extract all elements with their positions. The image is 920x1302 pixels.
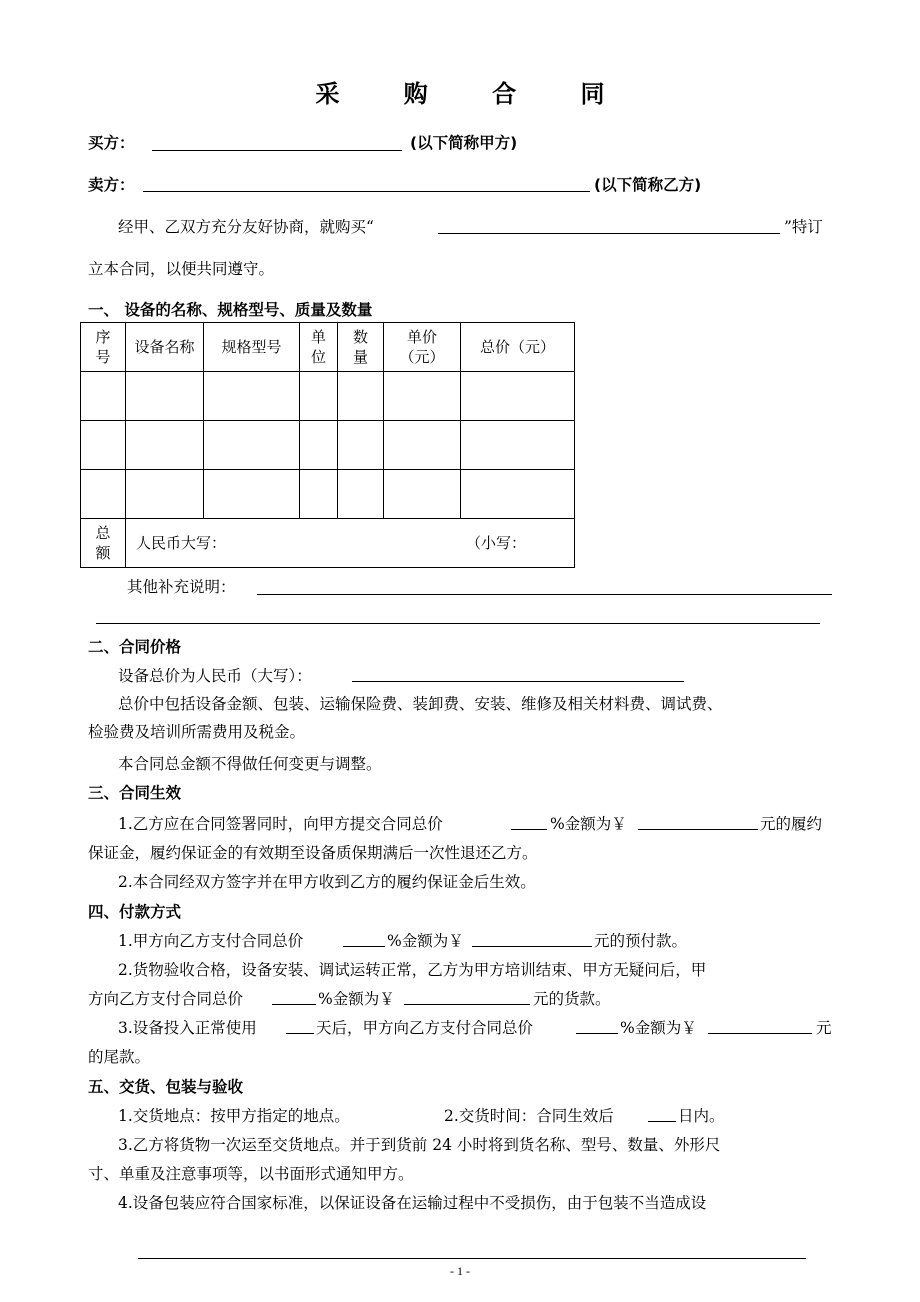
section-2-heading: 二、合同价格 [88, 638, 182, 656]
s5-line-2a: 3.乙方将货物一次运至交货地点。并于到货前 24 小时将到货名称、型号、数量、外形尺 [118, 1136, 721, 1154]
intro-text-2: ”特订 [784, 218, 823, 236]
table-row [81, 372, 575, 421]
rmb-lower-label: （小写： [466, 534, 527, 552]
section-1-heading: 一、 设备的名称、规格型号、质量及数量 [88, 301, 373, 319]
notes-blank-1[interactable] [257, 594, 832, 595]
notes-blank-2[interactable] [96, 623, 820, 624]
buyer-label: 买方： [88, 134, 135, 152]
col-spec: 规格型号 [204, 323, 300, 372]
s4-advance-amount-blank[interactable] [472, 946, 592, 947]
s4-final-percent-blank[interactable] [576, 1033, 618, 1034]
s4-line-3e: 的尾款。 [88, 1048, 151, 1066]
table-row [81, 470, 575, 519]
s2-line-1: 设备总价为人民币（大写）： [118, 667, 312, 685]
s5-line-3: 4.设备包装应符合国家标准，以保证设备在运输过程中不受损伤，由于包装不当造成设 [118, 1194, 707, 1212]
intro-text-3: 立本合同，以便共同遵守。 [88, 260, 275, 278]
col-seq: 序号 [81, 323, 126, 372]
table-row [81, 421, 575, 470]
s4-line-2a: 2.货物验收合格，设备安装、调试运转正常，乙方为甲方培训结束、甲方无疑问后，甲 [118, 961, 707, 979]
s4-line-2b: 方向乙方支付合同总价 [88, 990, 244, 1008]
s4-line-1a: 1.甲方向乙方支付合同总价 [118, 932, 304, 950]
s4-line-3d: 元 [816, 1019, 832, 1037]
col-price: 单价（元） [384, 323, 461, 372]
section-5-heading: 五、交货、包装与验收 [88, 1078, 244, 1096]
s3-amount-blank[interactable] [638, 829, 758, 830]
col-total: 总价（元） [461, 323, 575, 372]
s2-line-3: 本合同总金额不得做任何变更与调整。 [118, 755, 382, 773]
s4-line-3b: 天后，甲方向乙方支付合同总价 [316, 1019, 534, 1037]
rmb-upper-label: 人民币大写： [136, 534, 227, 552]
s5-line-1b: 2.交货时间：合同生效后 [444, 1107, 614, 1125]
s3-line-2: 2.本合同经双方签字并在甲方收到乙方的履约保证金后生效。 [118, 873, 536, 891]
seller-blank[interactable] [143, 191, 590, 192]
seller-label: 卖方： [88, 176, 135, 194]
buyer-blank[interactable] [152, 150, 402, 151]
section-4-heading: 四、付款方式 [88, 903, 182, 921]
s5-line-1c: 日内。 [678, 1107, 725, 1125]
s5-line-2b: 寸、单重及注意事项等，以书面形式通知甲方。 [88, 1165, 414, 1183]
total-price-blank[interactable] [352, 681, 684, 682]
s4-line-1c: 元的预付款。 [594, 932, 688, 950]
section-3-heading: 三、合同生效 [88, 784, 182, 802]
buyer-suffix: (以下简称甲方) [410, 134, 518, 152]
page-title: 采 购 合 同 [315, 80, 633, 108]
total-label: 总额 [81, 519, 126, 568]
equipment-table [80, 322, 575, 568]
s4-days-blank[interactable] [286, 1033, 314, 1034]
s2-line-2a: 总价中包括设备金额、包装、运输保险费、装卸费、安装、维修及相关材料费、调试费、 [118, 695, 723, 713]
s5-days-blank[interactable] [648, 1121, 676, 1122]
total-row [81, 519, 575, 568]
s2-line-2b: 检验费及培训所需费用及税金。 [88, 723, 306, 741]
other-notes-label: 其他补充说明： [127, 578, 236, 596]
product-blank[interactable] [438, 233, 780, 234]
s4-line-2d: 元的货款。 [533, 990, 611, 1008]
s4-line-1b: %金额为￥ [387, 932, 464, 950]
s3-line-1b: %金额为￥ [550, 815, 627, 833]
s4-line-3a: 3.设备投入正常使用 [118, 1019, 257, 1037]
page-number: - 1 - [450, 1264, 470, 1278]
s3-line-1d: 保证金，履约保证金的有效期至设备质保期满后一次性退还乙方。 [88, 844, 538, 862]
s4-line-2c: %金额为￥ [318, 990, 395, 1008]
s3-percent-blank[interactable] [511, 829, 547, 830]
s5-line-1a: 1.交货地点：按甲方指定的地点。 [118, 1107, 350, 1125]
s4-final-amount-blank[interactable] [708, 1033, 812, 1034]
s4-payment-percent-blank[interactable] [272, 1004, 316, 1005]
col-qty: 数量 [338, 323, 384, 372]
col-unit: 单位 [300, 323, 338, 372]
total-amount-cell[interactable] [126, 519, 575, 568]
s3-line-1c: 元的履约 [760, 815, 823, 833]
seller-suffix: (以下简称乙方) [594, 176, 702, 194]
s4-line-3c: %金额为￥ [620, 1019, 697, 1037]
s3-line-1a: 1.乙方应在合同签署同时，向甲方提交合同总价 [118, 815, 443, 833]
col-name: 设备名称 [126, 323, 204, 372]
intro-text-1: 经甲、乙双方充分友好协商，就购买“ [118, 218, 374, 236]
s4-payment-amount-blank[interactable] [404, 1004, 530, 1005]
footer-divider [138, 1258, 806, 1259]
s4-advance-percent-blank[interactable] [343, 946, 385, 947]
